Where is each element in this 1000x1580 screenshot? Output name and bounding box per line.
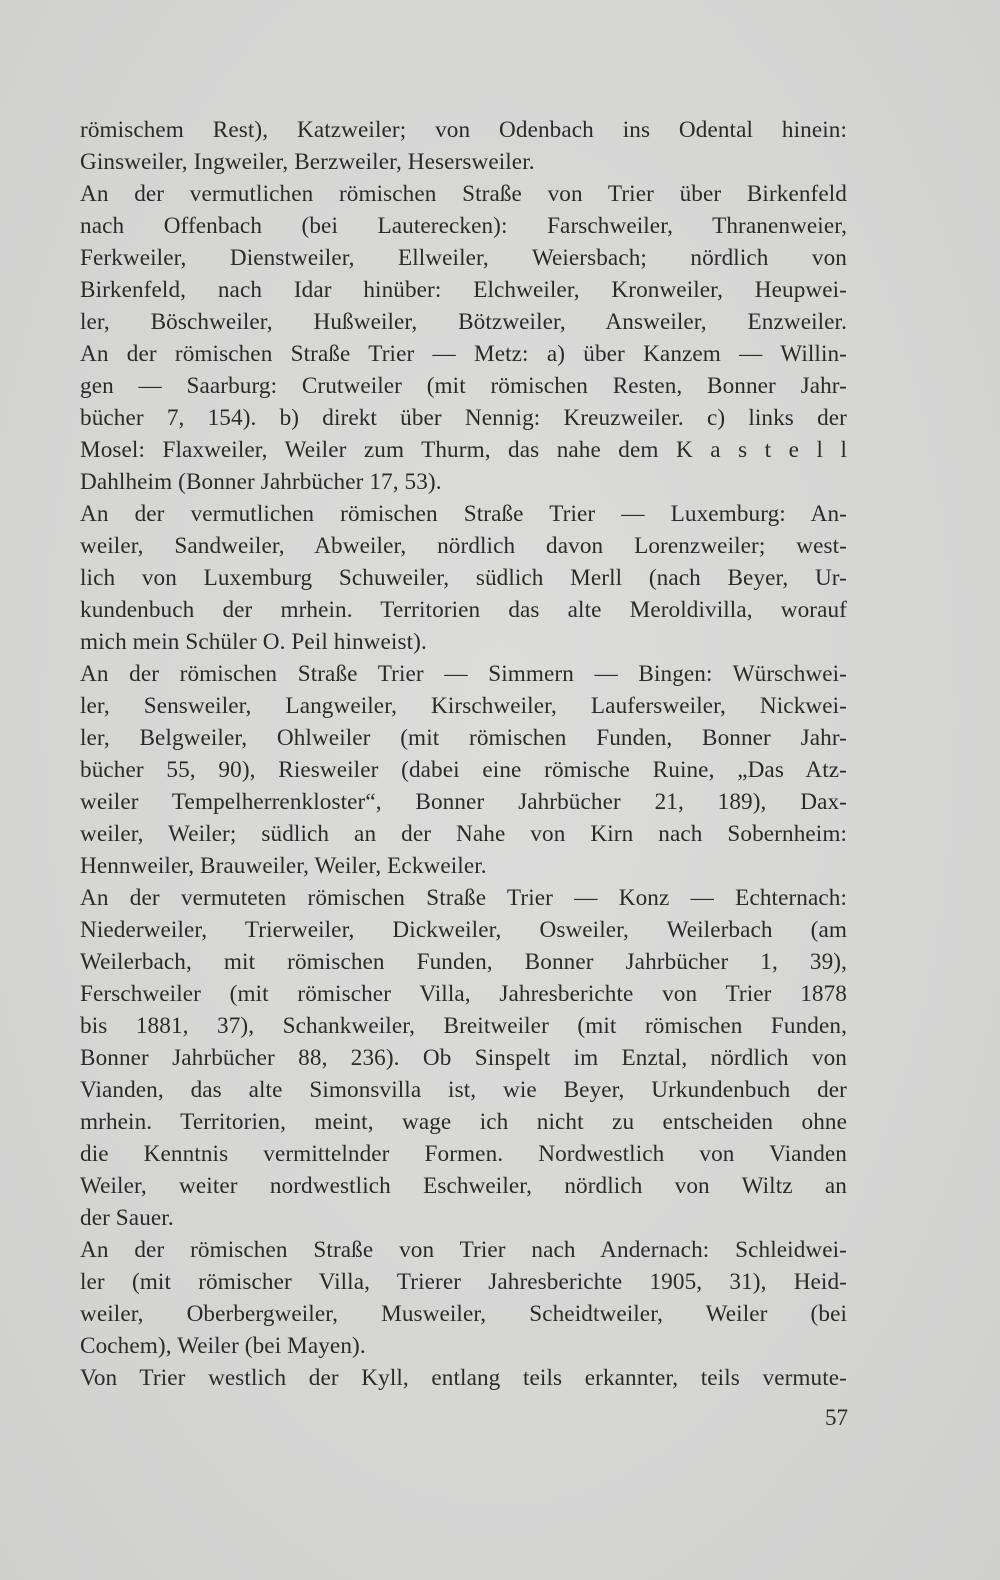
text-line: Ferkweiler, Dienstweiler, Ellweiler, Weiersbach; nördlich von [80, 245, 847, 271]
text-line: kundenbuch der mrhein. Territorien das alte Meroldivilla, worauf [80, 597, 847, 623]
text-line: An der vermutlichen römischen Straße Trier — Luxemburg: An- [80, 501, 847, 527]
text-line: weiler, Oberbergweiler, Musweiler, Scheidtweiler, Weiler (bei [80, 1301, 847, 1327]
text-line: Von Trier westlich der Kyll, entlang teils erkannter, teils vermute- [80, 1365, 847, 1391]
text-line: Bonner Jahrbücher 88, 236). Ob Sinspelt im Enztal, nördlich von [80, 1045, 847, 1071]
text-line: bücher 55, 90), Riesweiler (dabei eine römische Ruine, „Das Atz- [80, 757, 847, 783]
text-line: An der römischen Straße Trier — Metz: a) über Kanzem — Willin- [80, 341, 847, 367]
text-line: An der vermuteten römischen Straße Trier — Konz — Echternach: [80, 885, 847, 911]
text-line: An der römischen Straße Trier — Simmern — Bingen: Würschwei- [80, 661, 847, 687]
text-line: ler (mit römischer Villa, Trierer Jahresberichte 1905, 31), Heid- [80, 1269, 847, 1295]
text-line: ler, Böschweiler, Hußweiler, Bötzweiler, Answeiler, Enzweiler. [80, 309, 847, 335]
text-line: Cochem), Weiler (bei Mayen). [80, 1333, 366, 1359]
text-line: ler, Belgweiler, Ohlweiler (mit römischen Funden, Bonner Jahr- [80, 725, 847, 751]
text-line: bücher 7, 154). b) direkt über Nennig: Kreuzweiler. c) links der [80, 405, 847, 431]
text-line: An der römischen Straße von Trier nach Andernach: Schleidwei- [80, 1237, 847, 1263]
text-line: nach Offenbach (bei Lauterecken): Farschweiler, Thranenweier, [80, 213, 847, 239]
text-line: bis 1881, 37), Schankweiler, Breitweiler (mit römischen Funden, [80, 1013, 847, 1039]
text-line: weiler, Sandweiler, Abweiler, nördlich davon Lorenzweiler; west- [80, 533, 847, 559]
text-line: Hennweiler, Brauweiler, Weiler, Eckweiler. [80, 853, 487, 879]
text-line: weiler, Weiler; südlich an der Nahe von Kirn nach Sobernheim: [80, 821, 847, 847]
text-line: die Kenntnis vermittelnder Formen. Nordwestlich von Vianden [80, 1141, 847, 1167]
text-line: römischem Rest), Katzweiler; von Odenbach ins Odental hinein: [80, 117, 847, 143]
text-line: ler, Sensweiler, Langweiler, Kirschweiler, Laufersweiler, Nickwei- [80, 693, 847, 719]
text-line: lich von Luxemburg Schuweiler, südlich Merll (nach Beyer, Ur- [80, 565, 847, 591]
text-line: Niederweiler, Trierweiler, Dickweiler, Osweiler, Weilerbach (am [80, 917, 847, 943]
text-line: Weilerbach, mit römischen Funden, Bonner Jahrbücher 1, 39), [80, 949, 847, 975]
text-line: An der vermutlichen römischen Straße von Trier über Birkenfeld [80, 181, 847, 207]
text-line: Weiler, weiter nordwestlich Eschweiler, nördlich von Wiltz an [80, 1173, 847, 1199]
text-line: Vianden, das alte Simonsvilla ist, wie Beyer, Urkundenbuch der [80, 1077, 847, 1103]
text-line: der Sauer. [80, 1205, 174, 1231]
text-line: Mosel: Flaxweiler, Weiler zum Thurm, das nahe dem K a s t e l l [80, 437, 847, 463]
text-line: mich mein Schüler O. Peil hinweist). [80, 629, 427, 655]
text-line: Ginsweiler, Ingweiler, Berzweiler, Hesersweiler. [80, 149, 535, 175]
page-number: 57 [825, 1405, 848, 1430]
text-line: mrhein. Territorien, meint, wage ich nicht zu entscheiden ohne [80, 1109, 847, 1135]
text-line: Dahlheim (Bonner Jahrbücher 17, 53). [80, 469, 442, 495]
text-line: Birkenfeld, nach Idar hinüber: Elchweiler, Kronweiler, Heupwei- [80, 277, 847, 303]
text-line: gen — Saarburg: Crutweiler (mit römischen Resten, Bonner Jahr- [80, 373, 847, 399]
text-line: Ferschweiler (mit römischer Villa, Jahresberichte von Trier 1878 [80, 981, 847, 1007]
text-line: weiler Tempelherrenkloster“, Bonner Jahrbücher 21, 189), Dax- [80, 789, 847, 815]
